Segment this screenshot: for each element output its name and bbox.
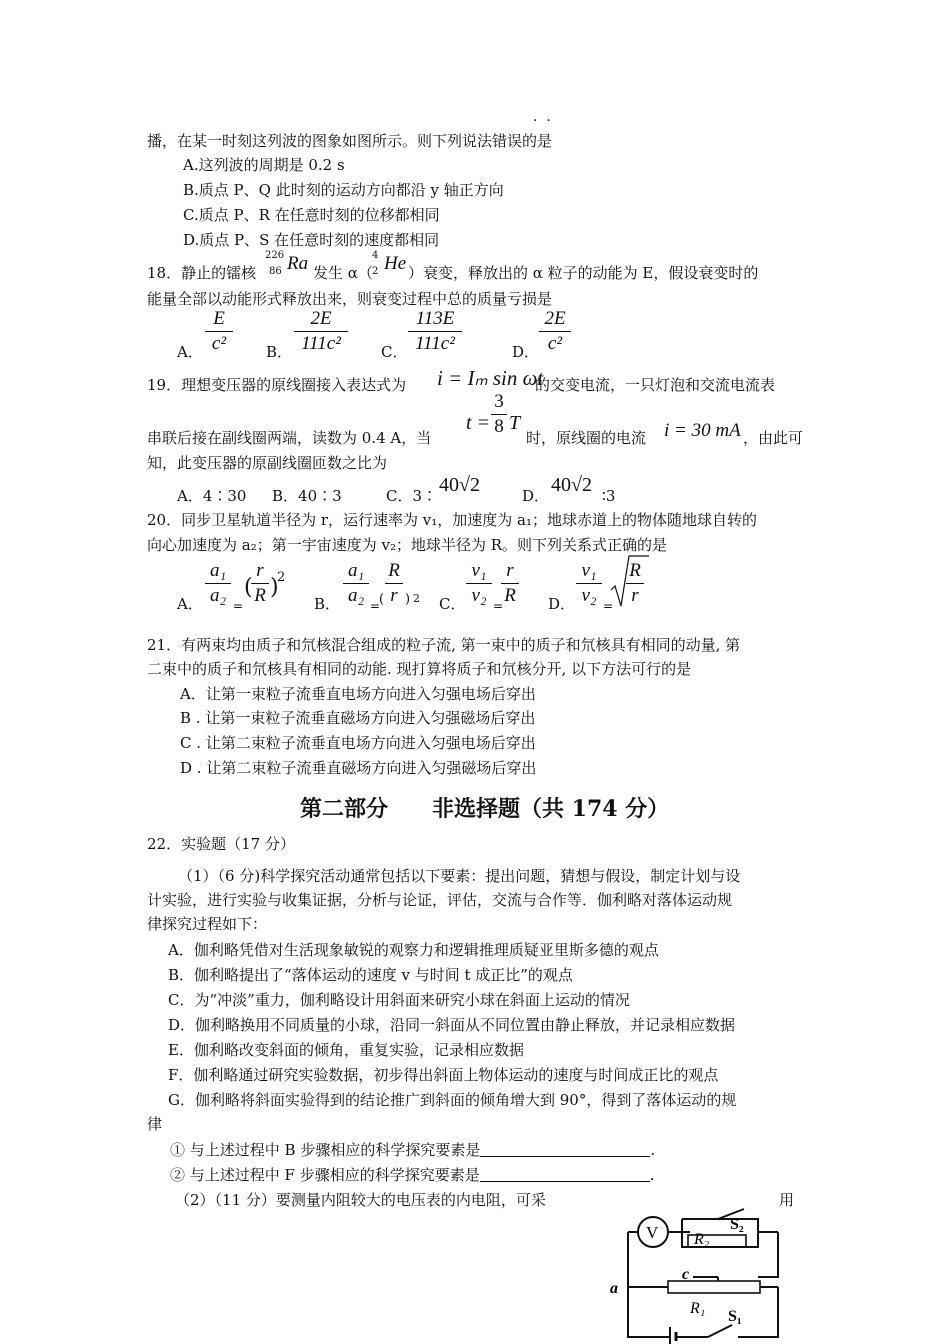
q20-a-rhs-fraction xyxy=(251,560,269,607)
a-label: a xyxy=(610,1280,618,1297)
q19-primary-current: i = 30 mA xyxy=(664,420,741,441)
emphasis-dots: · · xyxy=(533,113,551,129)
q18-line2: 能量全部以动能形式释放出来，则衰变过程中总的质量亏损是 xyxy=(147,290,553,308)
circuit-diagram xyxy=(608,1205,788,1344)
q17-option-a: A.这列波的周期是 0.2 s xyxy=(183,156,345,174)
s2-label: S₂ xyxy=(730,1216,744,1233)
q19-option-b: B．40∶3 xyxy=(272,487,342,505)
he-symbol: He xyxy=(384,253,407,274)
q20-line1: 20．同步卫星轨道半径为 r，运行速率为 v₁，加速度为 a₁；地球赤道上的物体随地球自转的 xyxy=(147,511,758,529)
q22-p1-line1: （1）（6 分)科学探究活动通常包括以下要素：提出问题，猜想与假设，制定计划与设 xyxy=(178,867,741,885)
q22-step-d: D．伽利略换用不同质量的小球，沿同一斜面从不同位置由静止释放，并记录相应数据 xyxy=(168,1016,736,1034)
q20-d-eq: = xyxy=(603,599,614,613)
q19-stem-b: 的交变电流，一只灯泡和交流电流表 xyxy=(535,376,776,394)
ra-symbol: Ra xyxy=(287,253,309,274)
q18-option-a-fraction xyxy=(205,308,233,355)
q20-c-eq: = xyxy=(493,599,504,613)
q21-option-d: D . 让第二束粒子流垂直磁场方向进入匀强磁场后穿出 xyxy=(180,759,537,777)
s1-label: S₁ xyxy=(728,1308,742,1325)
q22-step-e: E．伽利略改变斜面的倾角，重复实验，记录相应数据 xyxy=(168,1041,524,1059)
R-symbol: R xyxy=(388,560,400,581)
q20-b-square: 2 xyxy=(413,592,420,605)
q18-b-num: 2E xyxy=(310,308,332,329)
q19-line3: 知，此变压器的原副线圈匝数之比为 xyxy=(147,454,388,472)
c-label: c xyxy=(682,1266,690,1283)
period: . xyxy=(649,1166,655,1184)
q20-d-lhs-fraction xyxy=(576,560,602,607)
q22-stem: 22．实验题（17 分） xyxy=(147,835,295,853)
q22-p2-text-end: 用 xyxy=(779,1191,795,1209)
r-symbol: r xyxy=(506,560,514,581)
voltmeter-label: V xyxy=(646,1223,659,1242)
q22-step-f: F．伽利略通过研究实验数据，初步得出斜面上物体运动的速度与时间成正比的观点 xyxy=(168,1066,719,1084)
q22-ask1 xyxy=(170,1140,655,1160)
q20-b-paren-close: ) xyxy=(405,592,411,607)
q19-option-c-text: C．3∶ xyxy=(386,487,438,505)
period: . xyxy=(650,1141,656,1159)
q21-option-c: C . 让第二束粒子流垂直电场方向进入匀强电场后穿出 xyxy=(180,734,536,752)
q19-stem-a: 19．理想变压器的原线圈接入表达式为 xyxy=(147,376,407,394)
q20-b-lhs-fraction xyxy=(343,560,369,607)
q22-p1-line2: 计实验，进行实验与收集证据，分析与论证，评估，交流与合作等．伽利略对落体运动规 xyxy=(147,891,733,909)
r-symbol: r xyxy=(256,560,264,581)
v1-symbol: v₁ xyxy=(471,560,487,581)
s1-switch xyxy=(708,1325,732,1337)
q22-ask2-text: ② 与上述过程中 F 步骤相应的科学探究要素是 xyxy=(170,1166,480,1184)
q19-line2-c: ，由此可 xyxy=(743,429,804,447)
q19-option-a: A．4∶30 xyxy=(177,487,247,505)
q21-line1: 21．有两束均由质子和氘核混合组成的粒子流, 第一束中的质子和氘核具有相同的动量, 第 xyxy=(147,636,741,654)
q18-a-num: E xyxy=(213,308,225,329)
part2-title: 第二部分 非选择题（共 174 分） xyxy=(300,796,670,822)
q20-line2: 向心加速度为 a₂；第一宇宙速度为 v₂；地球半径为 R。则下列关系式正确的是 xyxy=(147,536,668,554)
r2-label: R₂ xyxy=(694,1231,710,1248)
q18-c-num: 113E xyxy=(415,308,455,329)
q19-line2-b: 时，原线圈的电流 xyxy=(526,429,647,447)
q21-option-b: B . 让第一束粒子流垂直磁场方向进入匀强磁场后穿出 xyxy=(180,709,536,727)
v2-symbol: v₂ xyxy=(471,585,487,606)
q17-option-c: C.质点 P、R 在任意时刻的位移都相同 xyxy=(183,206,440,224)
q20-option-c-label: C． xyxy=(439,595,466,613)
q22-step-g-line2: 律 xyxy=(147,1115,163,1133)
q20-c-rhs-fraction xyxy=(501,560,519,607)
r-symbol: r xyxy=(631,585,639,606)
q18-d-den: c² xyxy=(547,333,563,354)
r-symbol: r xyxy=(390,585,398,606)
q22-step-b: B．伽利略提出了“落体运动的速度 v 与时间 t 成正比”的观点 xyxy=(168,966,573,984)
a1-symbol: a₁ xyxy=(347,560,365,581)
R-symbol: R xyxy=(504,585,516,606)
a2-symbol: a₂ xyxy=(347,585,365,606)
q20-a-paren-close: ) xyxy=(270,575,279,600)
q19-t-fraction xyxy=(491,391,507,438)
he-atomic-number: 2 xyxy=(372,266,379,277)
q19-t-period: T xyxy=(509,412,521,434)
q18-b-den: 111c² xyxy=(301,333,341,354)
q18-option-c-label: C． xyxy=(381,343,408,361)
q22-ask1-text: ① 与上述过程中 B 步骤相应的科学探究要素是 xyxy=(170,1141,481,1159)
q18-option-a-label: A． xyxy=(177,343,203,361)
q22-step-a: A．伽利略凭借对生活现象敏锐的观察力和逻辑推理质疑亚里斯多德的观点 xyxy=(168,941,659,959)
q17-option-b: B.质点 P、Q 此时刻的运动方向都沿 y 轴正方向 xyxy=(183,181,504,199)
answer-blank-2[interactable] xyxy=(480,1167,650,1182)
a1-symbol: a₁ xyxy=(209,560,227,581)
q20-d-rhs-fraction xyxy=(626,560,644,607)
q20-a-lhs-fraction xyxy=(205,560,231,607)
q22-p2-text: （2）（11 分）要测量内阻较大的电压表的内电阻，可采 xyxy=(175,1191,546,1209)
v1-symbol: v₁ xyxy=(581,560,597,581)
q18-a-den: c² xyxy=(211,333,227,354)
q19-t-num: 3 xyxy=(494,391,504,412)
q22-step-g-line1: G．伽利略将斜面实验得到的结论推广到斜面的倾角增大到 90°，得到了落体运动的规 xyxy=(168,1091,737,1109)
q17-stem: 播，在某一时刻这列波的图象如图所示。则下列说法错误的是 xyxy=(147,132,553,150)
R-symbol: R xyxy=(629,560,641,581)
answer-blank-1[interactable] xyxy=(480,1142,650,1157)
q20-a-paren: ( xyxy=(244,575,253,600)
ra-atomic-number: 86 xyxy=(269,266,282,277)
q20-option-a-label: A． xyxy=(177,595,203,613)
q20-b-rhs-fraction xyxy=(385,560,403,607)
q19-t-den: 8 xyxy=(494,416,504,437)
q20-option-d-label: D． xyxy=(548,595,576,613)
q22-p1-line3: 律探究过程如下： xyxy=(147,915,268,933)
wire-right xyxy=(758,1232,778,1277)
q18-d-num: 2E xyxy=(544,308,566,329)
r1-label: R₁ xyxy=(690,1300,706,1317)
q20-a-eq: = xyxy=(233,599,244,613)
q21-option-a: A．让第一束粒子流垂直电场方向进入匀强电场后穿出 xyxy=(180,685,536,703)
q19-option-d-ratio: ∶3 xyxy=(602,487,616,505)
q18-option-d-label: D． xyxy=(512,343,540,361)
q18-stem-b: 发生 α（ xyxy=(313,264,373,282)
q20-option-b-label: B． xyxy=(314,595,341,613)
q19-option-d-math: 40√2 xyxy=(551,474,592,496)
q20-a-square: 2 xyxy=(277,570,286,585)
q18-stem-a: 18．静止的镭核 xyxy=(147,264,257,282)
v2-symbol: v₂ xyxy=(581,585,597,606)
q21-line2: 二束中的质子和氘核具有相同的动能. 现打算将质子和氘核分开, 以下方法可行的是 xyxy=(147,660,692,678)
q19-current-formula: i = Iₘ sin ωt xyxy=(437,366,544,390)
q18-option-b-label: B． xyxy=(266,343,293,361)
he-mass-number: 4 xyxy=(372,250,379,261)
q18-c-den: 111c² xyxy=(415,333,455,354)
q18-option-c-fraction xyxy=(408,308,462,355)
q22-ask2 xyxy=(170,1165,655,1185)
q19-line2-a: 串联后接在副线圈两端，读数为 0.4 A，当 xyxy=(147,429,432,447)
q20-c-lhs-fraction xyxy=(466,560,492,607)
q20-b-paren: ( xyxy=(379,592,385,607)
q20-b-eq: = xyxy=(370,599,381,613)
wire-left xyxy=(628,1232,668,1337)
ra-mass-number: 226 xyxy=(265,250,285,261)
wire-bottom-right xyxy=(738,1287,778,1337)
q17-option-d: D.质点 P、S 在任意时刻的速度都相同 xyxy=(183,231,440,249)
q19-t-lhs: t = xyxy=(466,412,491,434)
q18-option-b-fraction xyxy=(294,308,348,355)
q18-option-d-fraction xyxy=(539,308,571,355)
R-symbol: R xyxy=(254,585,266,606)
a2-symbol: a₂ xyxy=(209,585,227,606)
q18-stem-c: ）衰变，释放出的 α 粒子的动能为 E，假设衰变时的 xyxy=(408,264,759,282)
q19-option-d-text: D． xyxy=(522,487,550,505)
q19-option-c-math: 40√2 xyxy=(439,474,480,496)
q22-step-c: C．为“冲淡”重力，伽利略设计用斜面来研究小球在斜面上运动的情况 xyxy=(168,991,630,1009)
